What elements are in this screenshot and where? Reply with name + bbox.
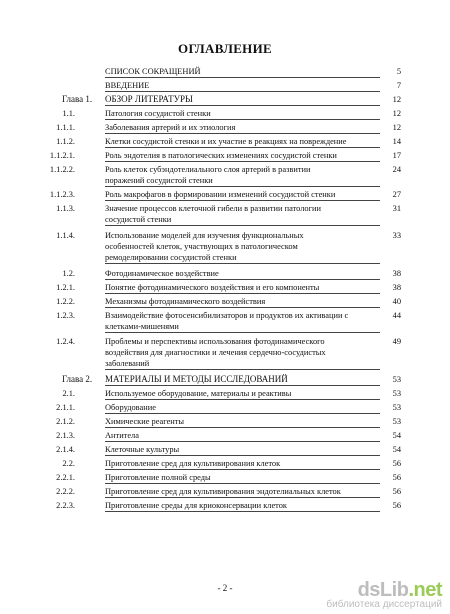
toc-entry: [0, 472, 450, 483]
toc-entry-title: [105, 94, 367, 105]
toc-entry-underline: [105, 77, 380, 78]
toc-entry: [0, 108, 450, 119]
toc-entry: [0, 310, 450, 332]
toc-entry: [0, 458, 450, 469]
toc-entry-title-line: особенностей клеток, участвующих в патологическом: [105, 242, 298, 251]
toc-entry-title: [105, 282, 367, 293]
toc-entry-page: 14: [392, 137, 401, 146]
page-number: - 2 -: [217, 583, 233, 593]
toc-entry-number: 1.1.: [62, 109, 75, 118]
toc-entry: [0, 150, 450, 161]
toc-entry-number: 2.2.2.: [56, 487, 75, 496]
toc-entry: [0, 500, 450, 511]
toc-entry-underline: [105, 511, 380, 512]
toc-entry-title-line: поражений сосудистой стенки: [105, 176, 213, 185]
toc-entry-page: 31: [392, 204, 401, 213]
toc-entry: [0, 402, 450, 413]
toc-entry-number: 2.1.2.: [56, 417, 75, 426]
toc-entry-title: [105, 388, 367, 399]
toc-entry-page: 12: [392, 123, 401, 132]
page-title: ОГЛАВЛЕНИЕ: [178, 41, 272, 56]
toc-entry-number: 1.1.4.: [56, 231, 75, 240]
toc-entry-title-line: Приготовление среды для криоконсервации клеток: [105, 501, 287, 510]
toc-entry-title-line: ОБЗОР ЛИТЕРАТУРЫ: [105, 94, 193, 104]
toc-entry-title: [105, 203, 367, 225]
toc-entry-underline: [105, 399, 380, 400]
toc-entry-page: 12: [392, 95, 401, 104]
toc-entry-title-line: Химические реагенты: [105, 417, 185, 426]
toc-entry-number: 1.1.2.1.: [49, 151, 75, 160]
toc-entry-title-line: Роль клеток субэндотелиального слоя артерий в развитии: [105, 165, 311, 174]
toc-entry-page: 24: [392, 165, 401, 174]
toc-entry-title: [105, 336, 367, 369]
toc-entry-underline: [105, 91, 380, 92]
toc-entry-underline: [105, 161, 380, 162]
toc-entry-underline: [105, 133, 380, 134]
toc-entry-page: 7: [396, 81, 401, 90]
toc-entry-underline: [105, 293, 380, 294]
toc-entry-underline: [105, 279, 380, 280]
toc-entry-title: [105, 458, 367, 469]
toc-entry-title-line: Приготовление сред для культивирования клеток: [105, 459, 281, 468]
toc-entry-number: 2.2.3.: [56, 501, 75, 510]
toc-entry-underline: [105, 119, 380, 120]
toc-entry-underline: [105, 186, 380, 187]
toc-entry-page: 44: [392, 311, 401, 320]
toc-entry-page: 54: [392, 445, 401, 454]
toc-entry-number: 2.1.: [62, 389, 75, 398]
watermark-brand: dsLib: [357, 579, 409, 601]
toc-entry-title-line: Приготовление сред для культивирования эндотелиальных клеток: [105, 487, 341, 496]
toc-entry-underline: [105, 385, 380, 386]
toc-entry-title-line: Взаимодействие фотосенсибилизаторов и продуктов их активации с: [105, 311, 349, 320]
toc-entry-underline: [105, 441, 380, 442]
toc-entry-title: [105, 296, 367, 307]
toc-entry-page: 33: [392, 231, 401, 240]
toc-entry-title-line: Оборудование: [105, 403, 156, 412]
toc-entry-page: 5: [396, 67, 401, 76]
toc-entry-title: [105, 268, 367, 279]
watermark-subtitle: библиотека диссертаций: [326, 599, 442, 610]
toc-entry: [0, 374, 450, 385]
toc-entry-page: 53: [392, 375, 401, 384]
toc-entry-title-line: Фотодинамическое воздействие: [105, 269, 219, 278]
toc-entry-number: 2.1.1.: [56, 403, 75, 412]
toc-entry-page: 27: [392, 190, 401, 199]
toc-entry-title-line: Приготовление полной среды: [105, 473, 211, 482]
toc-entry-number: 1.2.4.: [56, 337, 75, 346]
toc-entry-page: 40: [392, 297, 401, 306]
toc-entry-title: [105, 189, 367, 200]
toc-entry-title-line: Роль эндотелия в патологических изменениях сосудистой стенки: [105, 151, 337, 160]
toc-entry-title-line: МАТЕРИАЛЫ И МЕТОДЫ ИССЛЕДОВАНИЙ: [105, 374, 288, 384]
toc-entry-title-line: Клетки сосудистой стенки и их участие в реакциях на повреждение: [105, 137, 347, 146]
toc-entry: [0, 282, 450, 293]
toc-entry-title: [105, 500, 367, 511]
toc-entry-title-line: Значение процессов клеточной гибели в развитии патологии: [105, 204, 321, 213]
toc-entry: [0, 230, 450, 263]
toc-entry-title-line: Понятие фотодинамического воздействия и его компоненты: [105, 283, 320, 292]
toc-entry: [0, 136, 450, 147]
toc-entry-title-line: Заболевания артерий и их этиология: [105, 123, 236, 132]
toc-entry-title-line: ВВЕДЕНИЕ: [105, 81, 150, 90]
toc-entry-title-line: Используемое оборудование, материалы и реактивы: [105, 389, 292, 398]
toc-entry-page: 49: [392, 337, 401, 346]
toc-entry-underline: [105, 105, 380, 106]
toc-entry-title: [105, 310, 367, 332]
toc-entry-title-line: Патология сосудистой стенки: [105, 109, 211, 118]
toc-entry-title-line: Роль макрофагов в формировании изменений сосудистой стенки: [105, 190, 336, 199]
toc-entry-title: [105, 66, 367, 77]
toc-entry-number: 1.1.2.: [56, 137, 75, 146]
toc-entry: [0, 416, 450, 427]
toc-entry-title: [105, 444, 367, 455]
toc-entry-number: 2.2.: [62, 459, 75, 468]
toc-entry-underline: [105, 413, 380, 414]
toc-entry-title: [105, 122, 367, 133]
toc-entry-underline: [105, 469, 380, 470]
toc-entry: [0, 203, 450, 225]
toc-entry: [0, 336, 450, 369]
toc-entry-title-line: Антитела: [105, 431, 139, 440]
toc-entry-title: [105, 374, 367, 385]
toc-entry-number: 2.1.3.: [56, 431, 75, 440]
watermark-logo: [326, 579, 442, 610]
watermark-tld: .net: [408, 579, 442, 601]
toc-entry-underline: [105, 200, 380, 201]
toc-entry-title-line: Использование моделей для изучения функциональных: [105, 231, 304, 240]
table-of-contents: [0, 66, 450, 511]
toc-entry-number: 1.1.3.: [56, 204, 75, 213]
toc-entry-title-line: ремоделировании сосудистой стенки: [105, 253, 237, 262]
toc-entry: [0, 80, 450, 91]
toc-entry-number: 1.1.2.3.: [49, 190, 75, 199]
toc-entry-title: [105, 108, 367, 119]
toc-entry: [0, 66, 450, 77]
toc-entry-number: 1.1.2.2.: [49, 165, 75, 174]
toc-entry-title-line: Механизмы фотодинамического воздействия: [105, 297, 266, 306]
toc-entry: [0, 94, 450, 105]
toc-entry-underline: [105, 497, 380, 498]
toc-entry-title-line: Клеточные культуры: [105, 445, 180, 454]
toc-entry-number: 1.1.1.: [56, 123, 75, 132]
toc-entry-page: 53: [392, 389, 401, 398]
toc-entry-page: 56: [392, 459, 401, 468]
toc-entry-page: 12: [392, 109, 401, 118]
toc-entry-number: 1.2.: [62, 269, 75, 278]
toc-entry-title: [105, 430, 367, 441]
toc-entry-underline: [105, 483, 380, 484]
toc-entry: [0, 268, 450, 279]
toc-entry: [0, 486, 450, 497]
toc-entry: [0, 388, 450, 399]
toc-entry-title: [105, 150, 367, 161]
toc-entry-title-line: СПИСОК СОКРАЩЕНИЙ: [105, 67, 201, 76]
toc-entry-title-line: Проблемы и перспективы использования фотодинамического: [105, 337, 325, 346]
toc-entry-number: 2.1.4.: [56, 445, 75, 454]
toc-entry-title: [105, 472, 367, 483]
toc-entry: [0, 430, 450, 441]
toc-entry-page: 38: [392, 283, 401, 292]
toc-entry-title: [105, 136, 367, 147]
toc-entry-title: [105, 416, 367, 427]
toc-entry-title: [105, 80, 367, 91]
toc-entry-underline: [105, 147, 380, 148]
toc-entry-page: 56: [392, 501, 401, 510]
toc-entry-underline: [105, 427, 380, 428]
toc-entry: [0, 296, 450, 307]
toc-entry-title-line: клетками-мишенями: [105, 322, 179, 331]
toc-entry: [0, 122, 450, 133]
toc-entry: [0, 164, 450, 186]
toc-entry-title-line: сосудистой стенки: [105, 215, 172, 224]
toc-entry-title: [105, 230, 367, 263]
toc-entry-number: 1.2.3.: [56, 311, 75, 320]
toc-entry-number: 2.2.1.: [56, 473, 75, 482]
toc-entry: [0, 189, 450, 200]
toc-entry-page: 54: [392, 431, 401, 440]
toc-entry-title: [105, 402, 367, 413]
toc-entry-page: 56: [392, 473, 401, 482]
toc-entry-number: Глава 1.: [62, 94, 93, 104]
toc-entry: [0, 444, 450, 455]
toc-entry-number: Глава 2.: [62, 374, 93, 384]
toc-entry-title: [105, 486, 367, 497]
toc-entry-underline: [105, 307, 380, 308]
toc-entry-page: 38: [392, 269, 401, 278]
toc-entry-underline: [105, 455, 380, 456]
toc-entry-page: 53: [392, 403, 401, 412]
toc-entry-page: 53: [392, 417, 401, 426]
toc-entry-underline: [105, 369, 380, 370]
toc-entry-page: 56: [392, 487, 401, 496]
toc-entry-page: 17: [392, 151, 401, 160]
toc-entry-underline: [105, 332, 380, 333]
toc-entry-title-line: воздействия для диагностики и лечения сердечно-сосудистых: [105, 348, 326, 357]
toc-entry-number: 1.2.1.: [56, 283, 75, 292]
toc-entry-title: [105, 164, 367, 186]
toc-entry-underline: [105, 225, 380, 226]
toc-entry-title-line: заболеваний: [105, 359, 150, 368]
toc-entry-number: 1.2.2.: [56, 297, 75, 306]
toc-entry-underline: [105, 263, 380, 264]
